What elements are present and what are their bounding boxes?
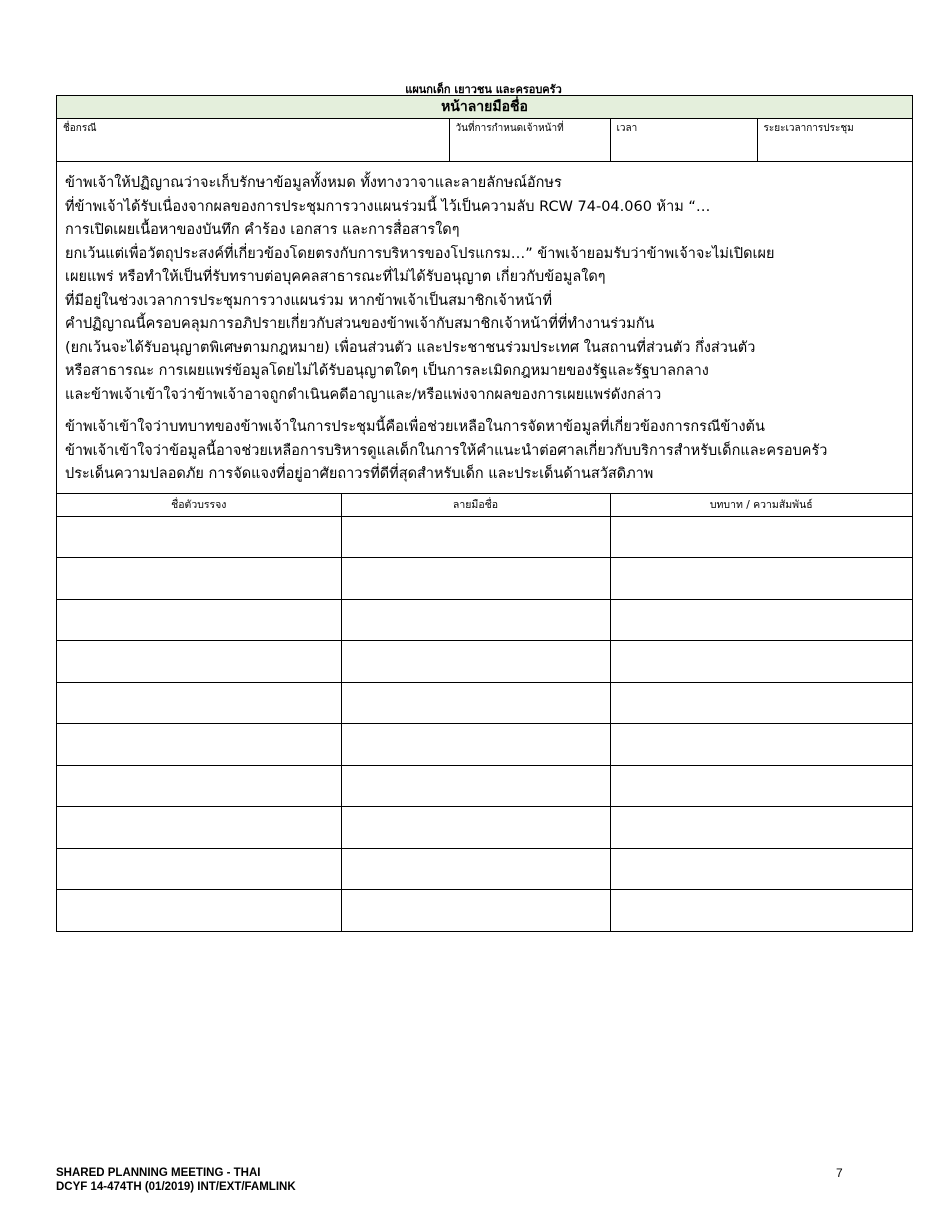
printed-name-cell[interactable] [57, 516, 341, 558]
signature-cell[interactable] [341, 890, 610, 931]
role-relationship-cell[interactable] [610, 641, 912, 683]
department-name: แผนกเด็ก เยาวชน และครอบครัว [405, 83, 562, 96]
signature-table-header [57, 494, 912, 517]
staffing-date-label: วันที่การกำหนดเจ้าหน้าที่ [455, 123, 564, 134]
statement-line: (ยกเว้นจะได้รับอนุญาตพิเศษตามกฎหมาย) เพื่อนส่วนตัว และประชาชนร่วมประเทศ ในสถานที่ส่วนตัว กึ่งส่วนตัว [65, 339, 756, 356]
statement-line: เผยแพร่ หรือทำให้เป็นที่รับทราบต่อบุคคลสาธารณะที่ไม่ได้รับอนุญาต เกี่ยวกับข้อมูลใดๆ [65, 269, 606, 285]
printed-name-cell[interactable] [57, 848, 341, 890]
printed-name-cell[interactable] [57, 682, 341, 724]
printed-name-cell[interactable] [57, 641, 341, 683]
form-number: DCYF 14-474TH (01/2019) INT/EXT/FAMLINK [56, 1181, 296, 1193]
signature-cell[interactable] [341, 599, 610, 641]
statement-line: ที่มีอยู่ในช่วงเวลาการประชุมการวางแผนร่วม หากข้าพเจ้าเป็นสมาชิกเจ้าหน้าที่ [65, 292, 553, 309]
meeting-info-table [57, 119, 912, 162]
signature-cell[interactable] [341, 765, 610, 807]
signature-row [57, 516, 912, 558]
signature-row [57, 765, 912, 807]
role-relationship-cell[interactable] [610, 516, 912, 558]
printed-name-cell[interactable] [57, 558, 341, 600]
form-name: SHARED PLANNING MEETING - THAI [56, 1167, 261, 1179]
role-relationship-cell[interactable] [610, 682, 912, 724]
signature-cell[interactable] [341, 807, 610, 849]
signature-row [57, 848, 912, 890]
form-footer [56, 1166, 296, 1194]
printed-name-cell[interactable] [57, 599, 341, 641]
confidentiality-statement [57, 162, 912, 494]
meeting-duration-label: ระยะเวลาการประชุม [763, 123, 854, 134]
statement-line: ข้าพเจ้าเข้าใจว่าข้อมูลนี้อาจช่วยเหลือการบริหารดูแลเด็กในการให้คำแนะนำต่อศาลเกี่ยวกับบริการสำหรับเด็กและครอบครัว [65, 442, 828, 459]
form-title: หน้าลายมือชื่อ [57, 96, 912, 119]
statement-line: และข้าพเจ้าเข้าใจว่าข้าพเจ้าอาจถูกดำเนินคดีอาญาและ/หรือแพ่งจากผลของการเผยแพร่ดังกล่าว [65, 386, 662, 403]
signature-row [57, 682, 912, 724]
statement-line: ที่ข้าพเจ้าได้รับเนื่องจากผลของการประชุมการวางแผนร่วมนี้ ไว้เป็นความลับ RCW 74-04.060 ห้าม “… [65, 198, 711, 215]
signature-cell[interactable] [341, 724, 610, 766]
case-name-label: ชื่อกรณี [63, 123, 97, 134]
case-name-field[interactable] [57, 119, 449, 162]
column-header-printed-name: ชื่อตัวบรรจง [57, 494, 341, 517]
signature-row [57, 724, 912, 766]
signature-row [57, 890, 912, 931]
role-paragraph [65, 416, 904, 487]
signature-cell[interactable] [341, 558, 610, 600]
printed-name-cell[interactable] [57, 807, 341, 849]
time-field[interactable] [610, 119, 757, 162]
signature-row [57, 599, 912, 641]
column-header-role-relationship: บทบาท / ความสัมพันธ์ [610, 494, 912, 517]
signature-cell[interactable] [341, 682, 610, 724]
confidentiality-paragraph [65, 172, 904, 407]
signature-cell[interactable] [341, 516, 610, 558]
time-label: เวลา [616, 123, 638, 134]
signature-row [57, 807, 912, 849]
statement-line: การเปิดเผยเนื้อหาของบันทึก คำร้อง เอกสาร และการสื่อสารใดๆ [65, 222, 460, 238]
signature-row [57, 558, 912, 600]
column-header-signature: ลายมือชื่อ [341, 494, 610, 517]
signature-cell[interactable] [341, 641, 610, 683]
printed-name-cell[interactable] [57, 724, 341, 766]
signature-form [56, 95, 913, 932]
page-number: 7 [836, 1166, 843, 1180]
signature-row [57, 641, 912, 683]
statement-line: ข้าพเจ้าเข้าใจว่าบทบาทของข้าพเจ้าในการประชุมนี้คือเพื่อช่วยเหลือในการจัดหาข้อมูลที่เกี่ยวข้องการกรณีข้างต้น [65, 419, 765, 435]
role-relationship-cell[interactable] [610, 765, 912, 807]
role-relationship-cell[interactable] [610, 890, 912, 931]
signature-cell[interactable] [341, 848, 610, 890]
printed-name-cell[interactable] [57, 890, 341, 931]
role-relationship-cell[interactable] [610, 599, 912, 641]
staffing-date-field[interactable] [449, 119, 610, 162]
statement-line: คำปฏิญาณนี้ครอบคลุมการอภิปรายเกี่ยวกับส่วนของข้าพเจ้ากับสมาชิกเจ้าหน้าที่ที่ทำงานร่วมกัน [65, 316, 655, 332]
printed-name-cell[interactable] [57, 765, 341, 807]
signature-table [57, 494, 912, 931]
role-relationship-cell[interactable] [610, 724, 912, 766]
statement-line: ยกเว้นแต่เพื่อวัตถุประสงค์ที่เกี่ยวข้องโดยตรงกับการบริหารของโปรแกรม…” ข้าพเจ้ายอมรับว่าข้าพเจ้าจะไม่เปิดเผย [65, 245, 775, 262]
statement-line: ข้าพเจ้าให้ปฏิญาณว่าจะเก็บรักษาข้อมูลทั้งหมด ทั้งทางวาจาและลายลักษณ์อักษร [65, 175, 562, 191]
meeting-duration-field[interactable] [757, 119, 912, 162]
role-relationship-cell[interactable] [610, 848, 912, 890]
role-relationship-cell[interactable] [610, 558, 912, 600]
role-relationship-cell[interactable] [610, 807, 912, 849]
statement-line: ประเด็นความปลอดภัย การจัดแจงที่อยู่อาศัยถาวรที่ดีที่สุดสำหรับเด็ก และประเด็นด้านสวัสดิภาพ [65, 466, 654, 482]
statement-line: หรือสาธารณะ การเผยแพร่ข้อมูลโดยไม่ได้รับอนุญาตใดๆ เป็นการละเมิดกฎหมายของรัฐและรัฐบาลกลาง [65, 363, 709, 379]
